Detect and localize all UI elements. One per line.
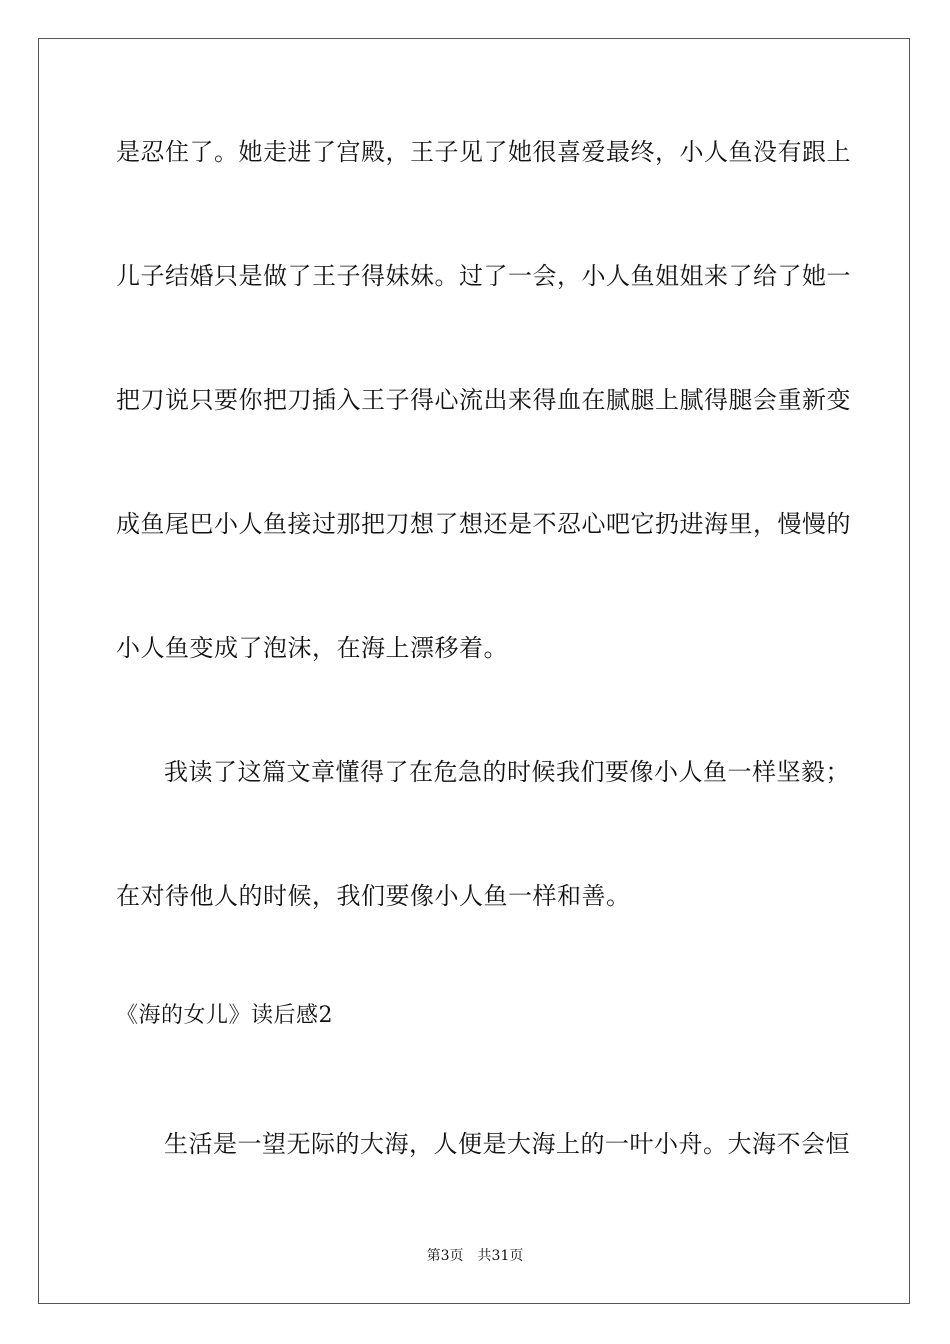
body-text-line: 是忍住了。她走进了宫殿，王子见了她很喜爱最终，小人鱼没有跟上 [116,138,851,166]
paragraph-first-line: 我读了这篇文章懂得了在危急的时候我们要像小人鱼一样坚毅； [164,758,850,786]
page-border [38,38,910,1304]
section-heading: 《海的女儿》读后感2 [116,1003,333,1028]
page-footer [0,1247,950,1265]
body-text-line: 在对待他人的时候，我们要像小人鱼一样和善。 [116,882,631,910]
body-text-line: 儿子结婚只是做了王子得妹妹。过了一会，小人鱼姐姐来了给了她一 [116,262,851,290]
paragraph-first-line: 生活是一望无际的大海，人便是大海上的一叶小舟。大海不会恒 [164,1130,850,1158]
body-text-line: 把刀说只要你把刀插入王子得心流出来得血在腻腿上腻得腿会重新变 [116,386,851,414]
body-text-line: 小人鱼变成了泡沫，在海上漂移着。 [116,634,508,662]
page-number: 第3页 [426,1248,464,1264]
body-text-line: 成鱼尾巴小人鱼接过那把刀想了想还是不忍心吧它扔进海里，慢慢的 [116,510,851,538]
page-total: 共31页 [477,1248,524,1264]
